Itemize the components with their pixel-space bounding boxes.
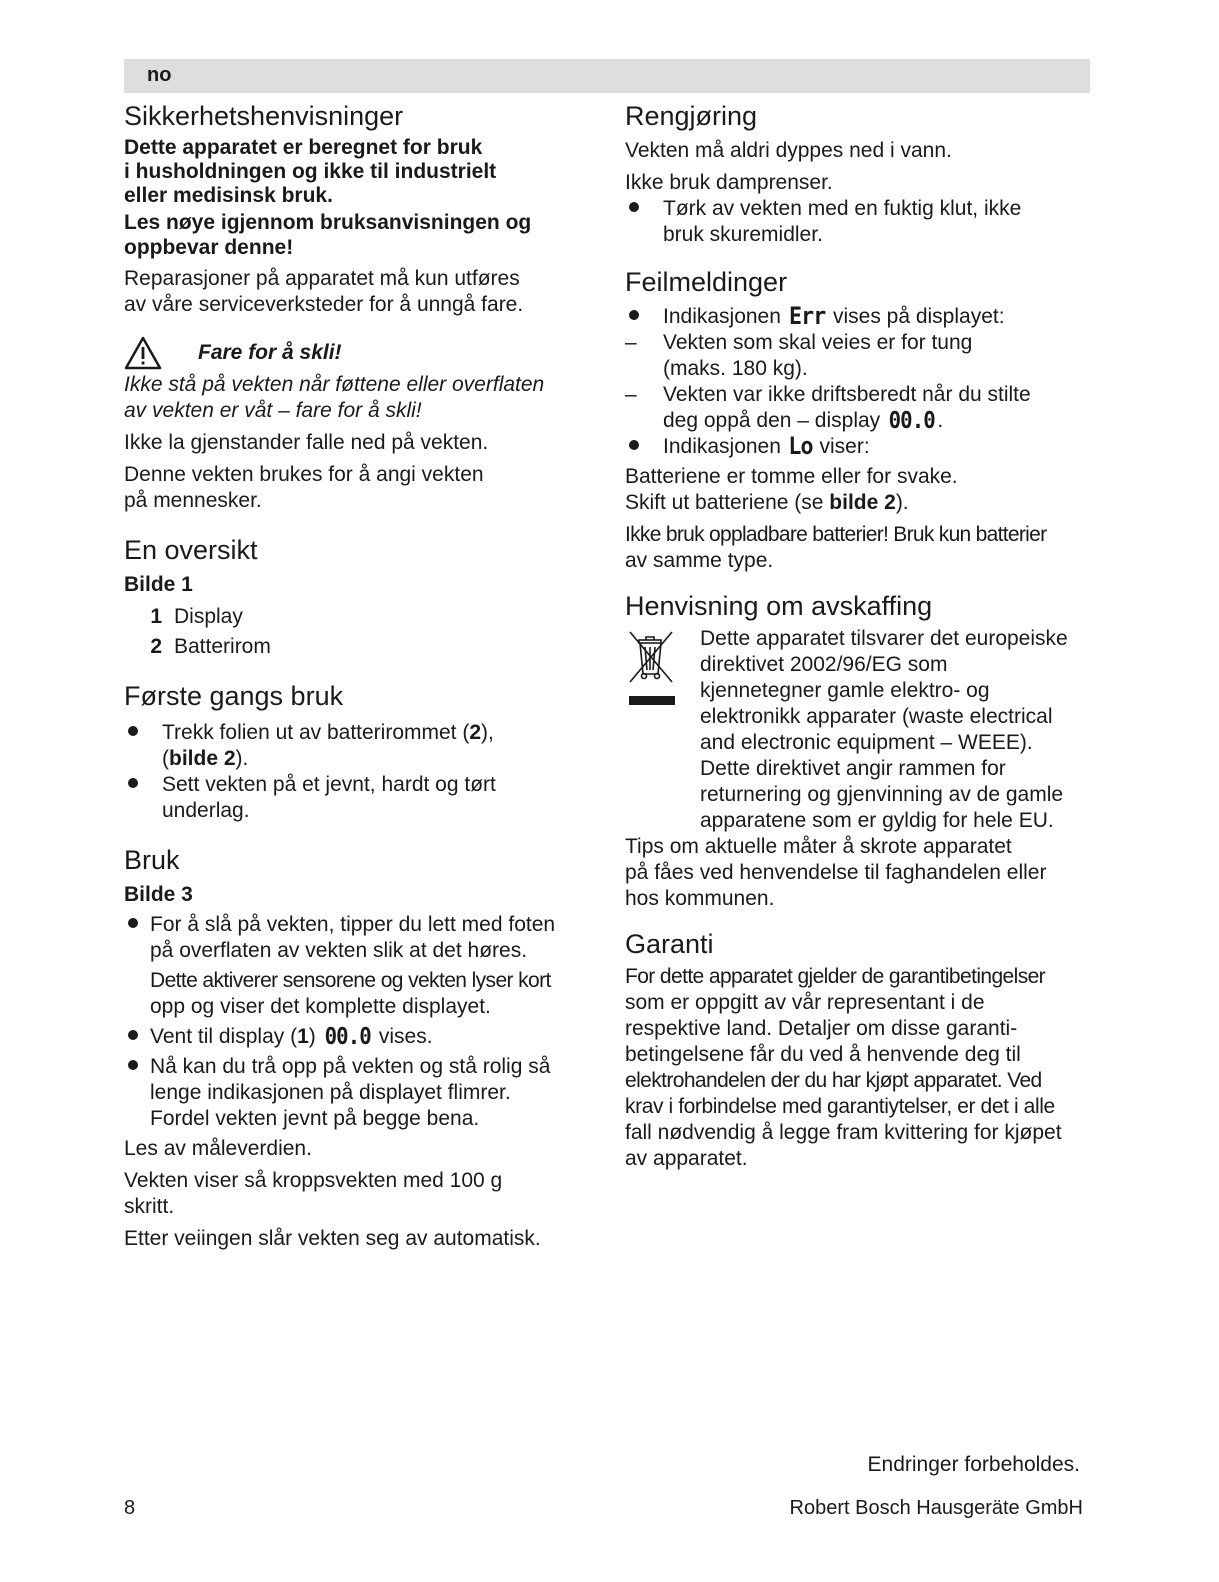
- overview-item-num: 2: [150, 635, 162, 658]
- overview-item: [124, 632, 594, 662]
- warning-row: [124, 336, 594, 370]
- battery-ref: bilde 2: [829, 491, 896, 514]
- cleaning-title: Rengjøring: [625, 101, 758, 131]
- use-bullet: [124, 1054, 594, 1132]
- bullet-text: Vent til display (: [150, 1025, 298, 1048]
- bullet-text: Trekk folien ut av batterirommet (: [162, 721, 470, 744]
- bullet-text: Indikasjonen: [663, 305, 781, 328]
- first-use-bullet: [124, 720, 594, 772]
- bullet-text: ): [308, 1025, 316, 1048]
- safety-bold-line: eller medisinsk bruk.: [124, 184, 333, 207]
- read-text: Les av måleverdien.: [124, 1137, 312, 1160]
- bullet-dot-icon: [124, 772, 162, 824]
- overview-title: En oversikt: [124, 535, 258, 565]
- bullet-dot-icon: [124, 720, 162, 772]
- bullet-text: ).: [235, 747, 249, 770]
- use-bullet: [124, 1024, 594, 1050]
- error-dash-item: [625, 330, 1095, 382]
- bullet-text: Vekten som skal veies er for tung: [663, 331, 973, 354]
- use-title: Bruk: [124, 845, 180, 875]
- bullet-dot-icon: [124, 912, 150, 1024]
- bullet-text: (maks. 180 kg).: [663, 357, 808, 380]
- dash-mark: –: [625, 331, 637, 354]
- bullet-text: deg oppå den – display: [663, 409, 881, 432]
- bullet-text: Sett vekten på et jevnt, hardt og tørt: [162, 773, 496, 796]
- disposal-line: Dette direktivet angir rammen for: [700, 757, 1006, 780]
- tips-text: hos kommunen.: [625, 887, 775, 910]
- disposal-line: kjennetegner gamle elektro- og: [700, 679, 990, 702]
- overview-item-num: 1: [150, 605, 162, 628]
- use-figure: Bilde 3: [124, 883, 193, 906]
- tips-text: Tips om aktuelle måter å skrote apparatet: [625, 835, 1012, 858]
- warning-triangle-icon: [124, 336, 162, 370]
- bullet-text: Indikasjonen: [663, 435, 781, 458]
- crossed-bin-icon: [625, 626, 677, 708]
- page-number: 8: [124, 1497, 136, 1519]
- bullet-text: Dette aktiverer sensorene og vekten lyser kort: [150, 969, 551, 992]
- steps-text: skritt.: [124, 1195, 175, 1218]
- disposal-line: apparatene som er gyldig for hele EU.: [700, 809, 1054, 832]
- lo-display-icon: Lo: [788, 432, 813, 460]
- dash-mark: –: [625, 383, 637, 406]
- bullet-ref: 1: [297, 1025, 309, 1048]
- safety-bold-line: oppbevar denne!: [124, 236, 294, 259]
- bullet-ref: 2: [469, 721, 482, 744]
- bullet-text: Nå kan du trå opp på vekten og stå rolig så: [150, 1055, 551, 1078]
- disposal-text: [700, 626, 1068, 834]
- bullet-dot-icon: [625, 434, 663, 460]
- bullet-text: underlag.: [162, 799, 250, 822]
- errors-title: Feilmeldinger: [625, 267, 788, 297]
- bullet-text: lenge indikasjonen på displayet flimrer.: [150, 1081, 511, 1104]
- overview-figure: Bilde 1: [124, 573, 193, 596]
- bullet-dot-icon: [124, 1024, 150, 1050]
- cleaning-text: Ikke bruk damprenser.: [625, 171, 833, 194]
- error-bullet: [625, 434, 1095, 460]
- warranty-title: Garanti: [625, 929, 714, 959]
- error-bullet: [625, 304, 1095, 330]
- overview-item-label: Display: [174, 605, 243, 628]
- auto-off-text: Etter veiingen slår vekten seg av automatisk.: [124, 1227, 541, 1250]
- disposal-line: Dette apparatet tilsvarer det europeiske: [700, 627, 1068, 650]
- purpose-text: Denne vekten brukes for å angi vekten: [124, 463, 484, 486]
- left-column: [124, 98, 594, 1252]
- bullet-text: bruk skuremidler.: [663, 223, 823, 246]
- repair-text: av våre serviceverksteder for å unngå fare.: [124, 293, 524, 316]
- bullet-dot-icon: [625, 304, 663, 330]
- safety-bold-line: Les nøye igjennom bruksanvisningen og: [124, 211, 532, 234]
- bullet-dot-icon: [625, 196, 663, 248]
- disposal-line: direktivet 2002/96/EG som: [700, 653, 948, 676]
- battery-text: ).: [895, 491, 909, 514]
- bullet-text: vises.: [378, 1025, 433, 1048]
- bullet-text: på overflaten av vekten slik at det høres.: [150, 939, 528, 962]
- bullet-text: Vekten var ikke driftsberedt når du stilte: [663, 383, 1031, 406]
- changes-note: Endringer forbeholdes.: [867, 1453, 1080, 1476]
- safety-title: Sikkerhetshenvisninger: [124, 101, 404, 131]
- display-digits-icon: 00.0: [324, 1024, 371, 1050]
- warranty-line: betingelsene får du ved å henvende deg til: [625, 1043, 1021, 1066]
- battery-text: Skift ut batteriene (se: [625, 491, 830, 514]
- cleaning-text: Vekten må aldri dyppes ned i vann.: [625, 139, 952, 162]
- bullet-text: Tørk av vekten med en fuktig klut, ikke: [663, 197, 1022, 220]
- warning-text: Ikke stå på vekten når føttene eller overflaten: [124, 373, 545, 396]
- display-digits-icon: 00.0: [888, 408, 935, 434]
- steps-text: Vekten viser så kroppsvekten med 100 g: [124, 1169, 503, 1192]
- disposal-line: returnering og gjenvinning av de gamle: [700, 783, 1064, 806]
- company-name: Robert Bosch Hausgeräte GmbH: [789, 1497, 1083, 1519]
- overview-item: [124, 602, 594, 632]
- warranty-line: fall nødvendig å legge fram kvittering for kjøpet: [625, 1121, 1062, 1144]
- bullet-text: ),: [481, 721, 494, 744]
- repair-text: Reparasjoner på apparatet må kun utføres: [124, 267, 520, 290]
- tips-text: på fåes ved henvendelse til faghandelen eller: [625, 861, 1047, 884]
- first-use-title: Første gangs bruk: [124, 681, 344, 711]
- use-bullet: [124, 912, 594, 1024]
- rechargeable-text: Ikke bruk oppladbare batterier! Bruk kun batterier: [625, 523, 1047, 546]
- disposal-line: and electronic equipment – WEEE).: [700, 731, 1033, 754]
- bullet-text: For å slå på vekten, tipper du lett med foten: [150, 913, 556, 936]
- cleaning-bullet: [625, 196, 1095, 248]
- warning-title: Fare for å skli!: [198, 341, 342, 364]
- drop-text: Ikke la gjenstander falle ned på vekten.: [124, 431, 489, 454]
- warranty-line: som er oppgitt av vår representant i de: [625, 991, 985, 1014]
- bullet-dot-icon: [124, 1054, 150, 1132]
- disposal-title: Henvisning om avskaffing: [625, 591, 933, 621]
- rechargeable-text: av samme type.: [625, 549, 774, 572]
- safety-bold-line: i husholdningen og ikke til industrielt: [124, 160, 497, 183]
- error-dash-item: – Vekten var ikke driftsberedt når du stilte deg oppå den – display 00.0 .: [625, 383, 1031, 434]
- bullet-text: opp og viser det komplette displayet.: [150, 995, 491, 1018]
- bullet-ref: bilde 2: [169, 747, 236, 770]
- overview-item-label: Batterirom: [174, 635, 271, 658]
- warranty-line: For dette apparatet gjelder de garantibetingelser: [625, 965, 1046, 988]
- bullet-text: Fordel vekten jevnt på begge bena.: [150, 1107, 480, 1130]
- warranty-line: elektrohandelen der du har kjøpt apparatet. Ved: [625, 1069, 1042, 1092]
- purpose-text: på mennesker.: [124, 489, 262, 512]
- bullet-text: viser:: [819, 435, 870, 458]
- warranty-line: krav i forbindelse med garantiytelser, er det i alle: [625, 1095, 1055, 1118]
- bullet-text: (: [162, 747, 169, 770]
- disposal-line: elektronikk apparater (waste electrical: [700, 705, 1053, 728]
- battery-text: Batteriene er tomme eller for svake.: [625, 465, 958, 488]
- language-code: no: [147, 64, 172, 86]
- bullet-text: vises på displayet:: [832, 305, 1005, 328]
- warranty-line: respektive land. Detaljer om disse garanti-: [625, 1017, 1018, 1040]
- first-use-bullet: [124, 772, 594, 824]
- err-display-icon: Err: [788, 302, 826, 330]
- right-column: [625, 98, 1095, 1172]
- safety-bold-line: Dette apparatet er beregnet for bruk: [124, 136, 483, 159]
- warning-text: av vekten er våt – fare for å skli!: [124, 399, 422, 422]
- language-bar: [124, 59, 1090, 93]
- weee-block: [625, 626, 1095, 834]
- warranty-line: av apparatet.: [625, 1147, 748, 1170]
- weee-icon-wrap: [625, 626, 700, 834]
